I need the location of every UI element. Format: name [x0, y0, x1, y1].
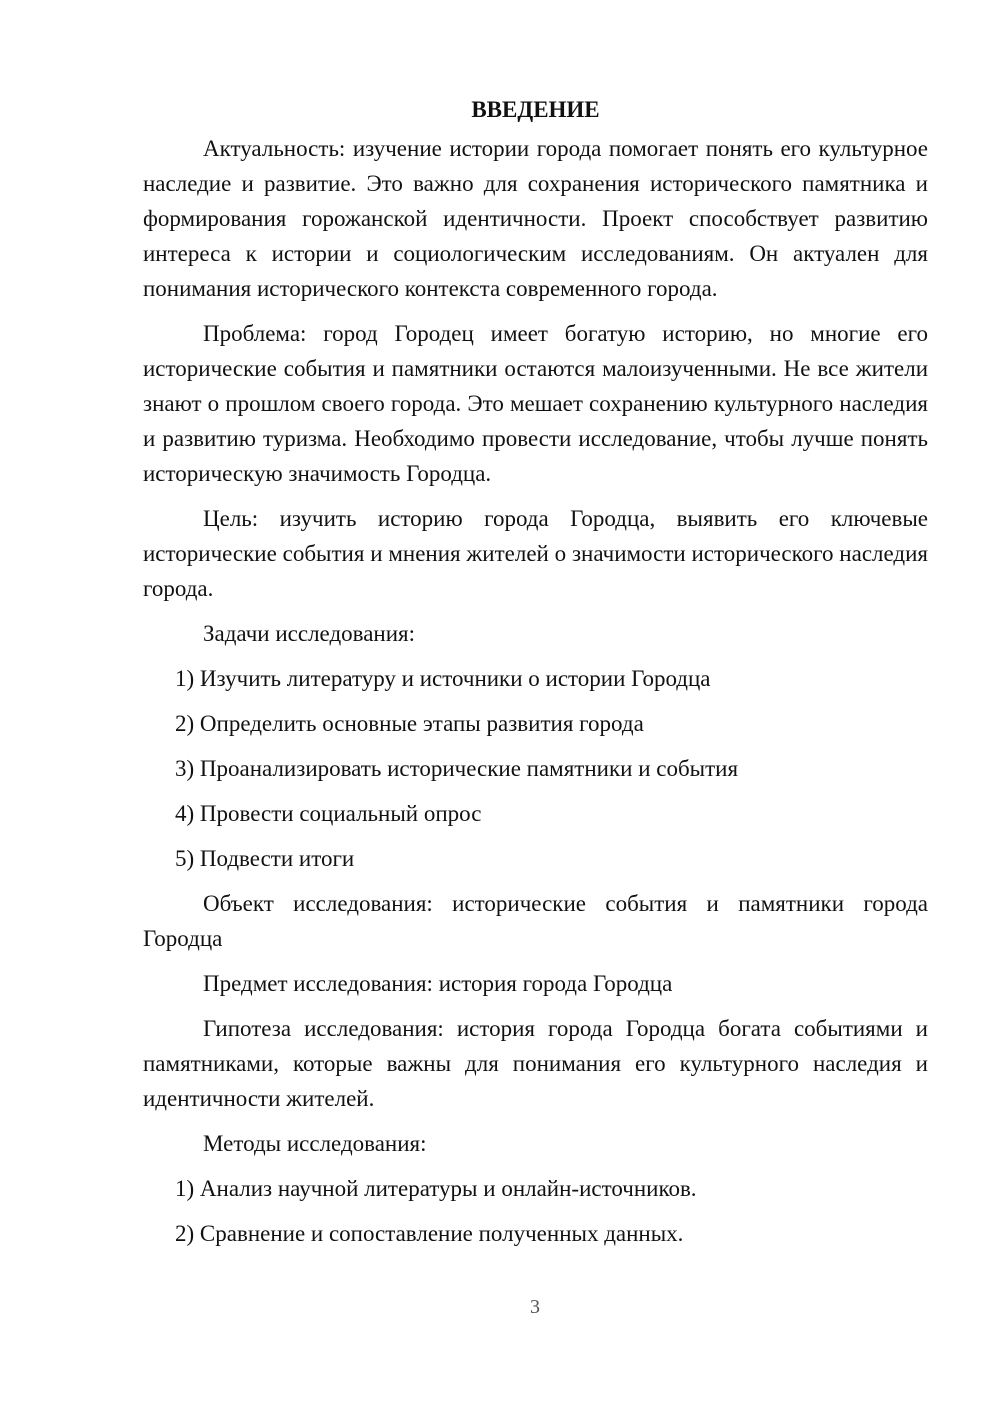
document-page — [143, 92, 928, 1261]
task-item: 1) Изучить литературу и источники о истории Городца — [175, 666, 711, 691]
method-item: 2) Сравнение и сопоставление полученных данных. — [175, 1221, 684, 1246]
relevance-paragraph: Актуальность: изучение истории города помогает понять его культурное наследие и развитие. Это важно для сохранения исторического памятника и формирования горожанской идентичности. Проект способствует развитию интереса к истории и социологическим исследованиям. Он актуален для понимания исторического контекста современного города. — [143, 136, 928, 301]
object-paragraph: Объект исследования: исторические события и памятники города Городца — [143, 891, 928, 951]
page-title: ВВЕДЕНИЕ — [471, 97, 600, 122]
tasks-heading: Задачи исследования: — [203, 621, 416, 646]
subject-paragraph: Предмет исследования: история города Городца — [203, 971, 673, 996]
methods-heading: Методы исследования: — [203, 1131, 427, 1156]
page-number: 3 — [530, 1296, 540, 1318]
method-item: 1) Анализ научной литературы и онлайн-источников. — [175, 1176, 697, 1201]
goal-paragraph: Цель: изучить историю города Городца, выявить его ключевые исторические события и мнения жителей о значимости исторического наследия города. — [143, 506, 928, 601]
problem-paragraph: Проблема: город Городец имеет богатую историю, но многие его исторические события и памятники остаются малоизученными. Не все жители знают о прошлом своего города. Это мешает сохранению культурного наследия и развитию туризма. Необходимо провести исследование, чтобы лучше понять историческую значимость Городца. — [143, 321, 928, 486]
hypothesis-paragraph: Гипотеза исследования: история города Городца богата событиями и памятниками, которые важны для понимания его культурного наследия и идентичности жителей. — [143, 1016, 928, 1111]
task-item: 5) Подвести итоги — [175, 846, 355, 871]
task-item: 2) Определить основные этапы развития города — [175, 711, 644, 736]
task-item: 3) Проанализировать исторические памятники и события — [175, 756, 739, 781]
task-item: 4) Провести социальный опрос — [175, 801, 482, 826]
